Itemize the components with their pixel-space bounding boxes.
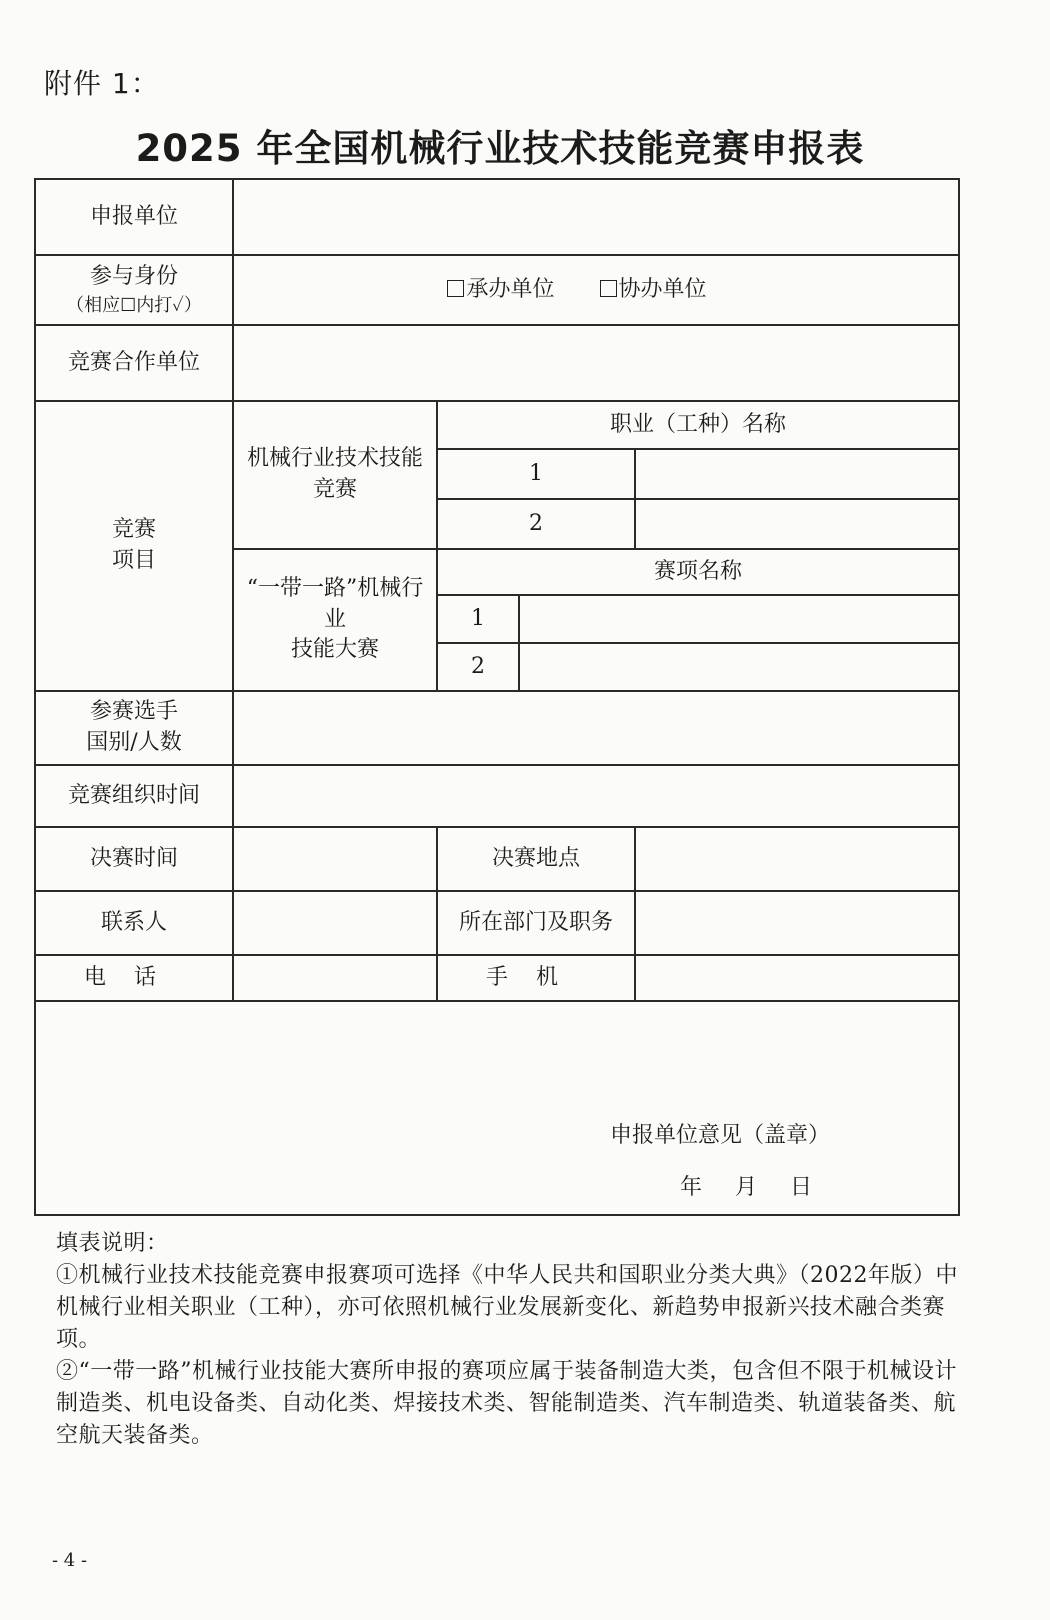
mobile-label: 手机 xyxy=(437,955,635,1001)
approval-cell[interactable] xyxy=(35,1001,959,1215)
comp2-row-num-1: 1 xyxy=(437,595,519,643)
instructions-heading: 填表说明： xyxy=(56,1231,169,1256)
phone-label: 电话 xyxy=(35,955,233,1001)
instruction-note-2: ②“一带一路”机械行业技能大赛所申报的赛项应属于装备制造大类，包含但不限于机械设计制造类、机电设备类、自动化类、焊接技术类、智能制造类、汽车制造类、轨道装备类、航空航天装备类。 xyxy=(56,1359,957,1448)
attachment-label: 附件 1： xyxy=(44,67,160,100)
role-option-co-host[interactable]: 协办单位 xyxy=(600,277,707,302)
row-phone xyxy=(35,955,959,1001)
role-hint: （相应☐内打✓） xyxy=(66,294,202,316)
role-label: 参与身份 xyxy=(89,264,178,289)
checkbox-icon[interactable] xyxy=(447,280,464,297)
row-partner xyxy=(35,325,959,401)
opinion-label: 申报单位意见（盖章） xyxy=(609,1123,830,1149)
unit-label: 申报单位 xyxy=(35,179,233,255)
date-line xyxy=(654,1173,812,1204)
comp1-input-1[interactable] xyxy=(635,449,959,499)
items-label-cell xyxy=(35,401,233,691)
date-year: 年 xyxy=(679,1175,702,1201)
row-comp1-header xyxy=(35,401,959,449)
role-options-cell xyxy=(233,255,959,325)
comp1-row-num-2: 2 xyxy=(437,499,635,549)
phone-input-cell[interactable] xyxy=(233,955,437,1001)
final-time-input-cell[interactable] xyxy=(233,827,437,891)
dept-label: 所在部门及职务 xyxy=(437,891,635,955)
players-label-cell xyxy=(35,691,233,765)
items-label-line1: 竞赛 xyxy=(111,517,156,543)
page-title: 2025 年全国机械行业技术技能竞赛申报表 xyxy=(135,127,865,170)
comp2-input-1[interactable] xyxy=(519,595,959,643)
partner-input-cell[interactable] xyxy=(233,325,959,401)
role-label-cell xyxy=(35,255,233,325)
row-unit xyxy=(35,179,959,255)
unit-input-cell[interactable] xyxy=(233,179,959,255)
org-time-input-cell[interactable] xyxy=(233,765,959,827)
comp2-name-line2: 技能大赛 xyxy=(290,637,379,663)
comp2-input-2[interactable] xyxy=(519,643,959,691)
players-input-cell[interactable] xyxy=(233,691,959,765)
date-day: 日 xyxy=(789,1175,812,1201)
dept-input-cell[interactable] xyxy=(635,891,959,955)
comp1-input-2[interactable] xyxy=(635,499,959,549)
role-option-host[interactable]: 承办单位 xyxy=(447,277,554,302)
final-time-label: 决赛时间 xyxy=(35,827,233,891)
page-number: - 4 - xyxy=(52,1550,88,1571)
contact-input-cell[interactable] xyxy=(233,891,437,955)
application-form xyxy=(34,178,960,1216)
mobile-input-cell[interactable] xyxy=(635,955,959,1001)
row-contact xyxy=(35,891,959,955)
checkbox-icon[interactable] xyxy=(600,280,617,297)
row-org-time xyxy=(35,765,959,827)
comp1-name: 机械行业技术技能竞赛 xyxy=(233,401,437,549)
row-approval xyxy=(35,1001,959,1215)
org-time-label: 竞赛组织时间 xyxy=(35,765,233,827)
players-label-line2: 国别/人数 xyxy=(86,730,182,755)
final-place-label: 决赛地点 xyxy=(437,827,635,891)
comp2-name-cell xyxy=(233,549,437,691)
row-players xyxy=(35,691,959,765)
items-label-line2: 项目 xyxy=(111,548,156,573)
instructions xyxy=(56,1228,966,1452)
contact-label: 联系人 xyxy=(35,891,233,955)
comp2-row-num-2: 2 xyxy=(437,643,519,691)
partner-label: 竞赛合作单位 xyxy=(35,325,233,401)
instruction-note-1: ①机械行业技术技能竞赛申报赛项可选择《中华人民共和国职业分类大典》（2022年版）中机械行业相关职业（工种），亦可依照机械行业发展新变化、新趋势申报新兴技术融合类赛项。 xyxy=(56,1263,958,1352)
comp2-name-line1: “一带一路”机械行业 xyxy=(246,575,424,632)
comp2-header: 赛项名称 xyxy=(437,549,959,595)
comp1-row-num-1: 1 xyxy=(437,449,635,499)
final-place-input-cell[interactable] xyxy=(635,827,959,891)
row-role xyxy=(35,255,959,325)
players-label-line1: 参赛选手 xyxy=(89,699,178,725)
comp1-header: 职业（工种）名称 xyxy=(437,401,959,449)
row-final xyxy=(35,827,959,891)
date-month: 月 xyxy=(734,1175,757,1201)
